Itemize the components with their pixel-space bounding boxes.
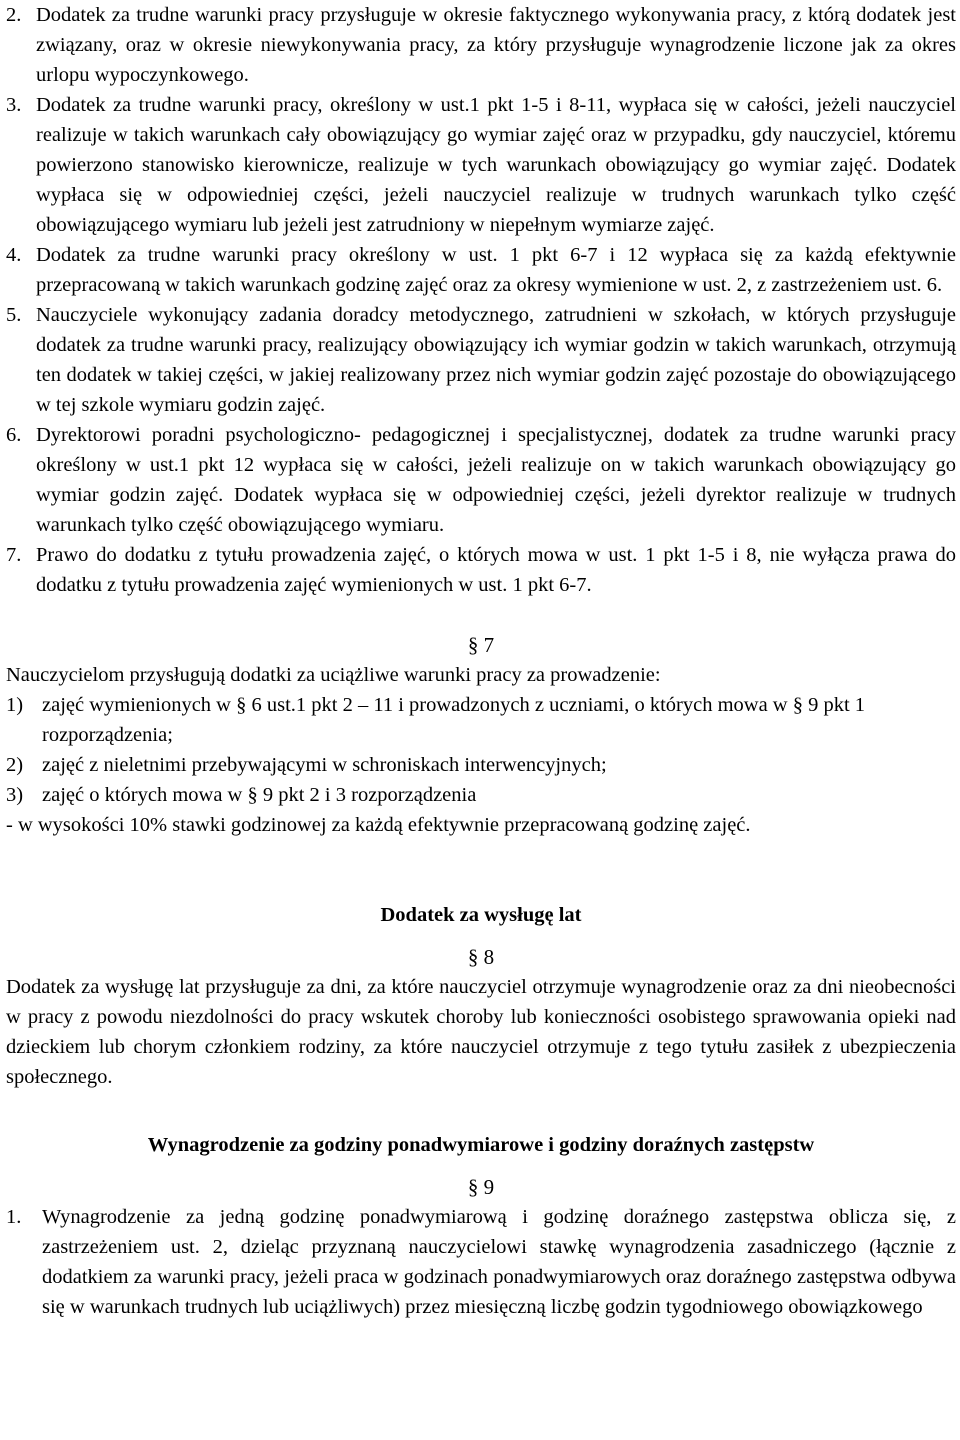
section7-item-2 xyxy=(6,750,956,780)
item-text: Prawo do dodatku z tytułu prowadzenia zajęć, o których mowa w ust. 1 pkt 1-5 i 8, nie wyłącza prawa do dodatku z tytułu prowadzenia zajęć wymienionych w ust. 1 pkt 6-7. xyxy=(36,544,956,596)
spacer xyxy=(6,870,956,900)
item-text: zajęć z nieletnimi przebywającymi w schroniskach interwencyjnych; xyxy=(42,754,607,776)
spacer xyxy=(6,840,956,870)
section9-item-1 xyxy=(6,1202,956,1322)
item-text: Nauczyciele wykonujący zadania doradcy metodycznego, zatrudnieni w szkołach, w których przysługuje dodatek za trudne warunki pracy, realizujący obowiązujący ich wymiar godzin w takich warunkach, otrzymują ten dodatek w takiej części, w jakiej realizowany przez nich wymiar godzin zajęć pozostaje do obowiązującego w tej szkole wymiaru godzin zajęć. xyxy=(36,304,956,416)
item-text: Dyrektorowi poradni psychologiczno- pedagogicznej i specjalistycznej, dodatek za trudne warunki pracy określony w ust.1 pkt 12 wypłaca się w całości, jeżeli realizuje on w takich warunkach obowiązujący go wymiar godzin zajęć. Dodatek wypłaca się w odpowiedniej części, jeżeli dyrektor realizuje w trudnych warunkach tylko część obowiązującego wymiaru. xyxy=(36,424,956,536)
item-text: Dodatek za trudne warunki pracy przysługuje w okresie faktycznego wykonywania pracy, z którą dodatek jest związany, oraz w okresie niewykonywania pracy, za który przysługuje wynagrodzenie liczone jak za okres urlopu wypoczynkowego. xyxy=(36,4,956,86)
item-text: Wynagrodzenie za jedną godzinę ponadwymiarową i godzinę doraźnego zastępstwa oblicza się, z zastrzeżeniem ust. 2, dzieląc przyznaną nauczycielowi stawkę wynagrodzenia zasadniczego (łącznie z dodatkiem za warunki pracy, jeżeli praca w godzinach ponadwymiarowych oraz doraźnego zastępstwa odbywa się w warunkach trudnych lub uciążliwych) przez miesięczną liczbę godzin tygodniowego obowiązkowego xyxy=(42,1206,956,1318)
spacer xyxy=(6,600,956,630)
section-heading-7: § 7 xyxy=(467,633,495,657)
item-number: 6. xyxy=(6,424,22,446)
item-text: zajęć wymienionych w § 6 ust.1 pkt 2 – 11 i prowadzonych z uczniami, o których mowa w § 9 pkt 1 rozporządzenia; xyxy=(42,694,866,746)
item-text: zajęć o których mowa w § 9 pkt 2 i 3 rozporządzenia xyxy=(42,784,477,806)
item-number: 3. xyxy=(6,94,22,116)
item-number: 1) xyxy=(6,694,24,716)
section-title-9: Wynagrodzenie za godziny ponadwymiarowe i godziny doraźnych zastępstw xyxy=(147,1134,815,1156)
section7-item-1 xyxy=(6,690,956,750)
item-number: 7. xyxy=(6,544,22,566)
item-number: 4. xyxy=(6,244,22,266)
spacer xyxy=(6,1092,956,1122)
section7-closing: - w wysokości 10% stawki godzinowej za każdą efektywnie przepracowaną godzinę zajęć. xyxy=(6,814,751,836)
para-item-3 xyxy=(6,90,956,240)
para-item-5 xyxy=(6,300,956,420)
item-text: Dodatek za trudne warunki pracy określony w ust. 1 pkt 6-7 i 12 wypłaca się za każdą efektywnie przepracowaną w takich warunkach godzinę zajęć oraz za okresy wymienione w ust. 2, z zastrzeżeniem ust. 6. xyxy=(36,244,956,296)
section-heading-8: § 8 xyxy=(467,945,495,969)
section-heading-9: § 9 xyxy=(467,1175,495,1199)
para-item-4 xyxy=(6,240,956,300)
item-number: 3) xyxy=(6,784,24,806)
section8-text: Dodatek za wysługę lat przysługuje za dni, za które nauczyciel otrzymuje wynagrodzenie oraz za dni nieobecności w pracy z powodu niezdolności do pracy wskutek choroby lub konieczności osobistego sprawowania opieki nad dzieckiem lub chorym członkiem rodziny, za które nauczyciel otrzymuje z tego tytułu zasiłek z ubezpieczenia społecznego. xyxy=(6,976,956,1088)
item-number: 1. xyxy=(6,1206,22,1228)
item-number: 2) xyxy=(6,754,24,776)
item-number: 2. xyxy=(6,4,22,26)
para-item-7 xyxy=(6,540,956,600)
spacer xyxy=(6,1122,956,1130)
item-number: 5. xyxy=(6,304,22,326)
section7-item-3 xyxy=(6,780,956,810)
section7-intro: Nauczycielom przysługują dodatki za uciążliwe warunki pracy za prowadzenie: xyxy=(6,664,661,686)
para-item-6 xyxy=(6,420,956,540)
item-text: Dodatek za trudne warunki pracy, określony w ust.1 pkt 1-5 i 8-11, wypłaca się w całości, jeżeli nauczyciel realizuje w takich warunkach cały obowiązujący go wymiar zajęć oraz w przypadku, gdy nauczyciel, któremu powierzono stanowisko kierownicze, realizuje w tych warunkach obowiązujący go wymiar zajęć. Dodatek wypłaca się w odpowiedniej części, jeżeli nauczyciel realizuje w trudnych warunkach tylko część obowiązującego wymiaru lub jeżeli jest zatrudniony w niepełnym wymiarze zajęć. xyxy=(36,94,956,236)
section-title-8: Dodatek za wysługę lat xyxy=(380,904,582,926)
para-item-2 xyxy=(6,0,956,90)
document-page xyxy=(6,0,956,1322)
